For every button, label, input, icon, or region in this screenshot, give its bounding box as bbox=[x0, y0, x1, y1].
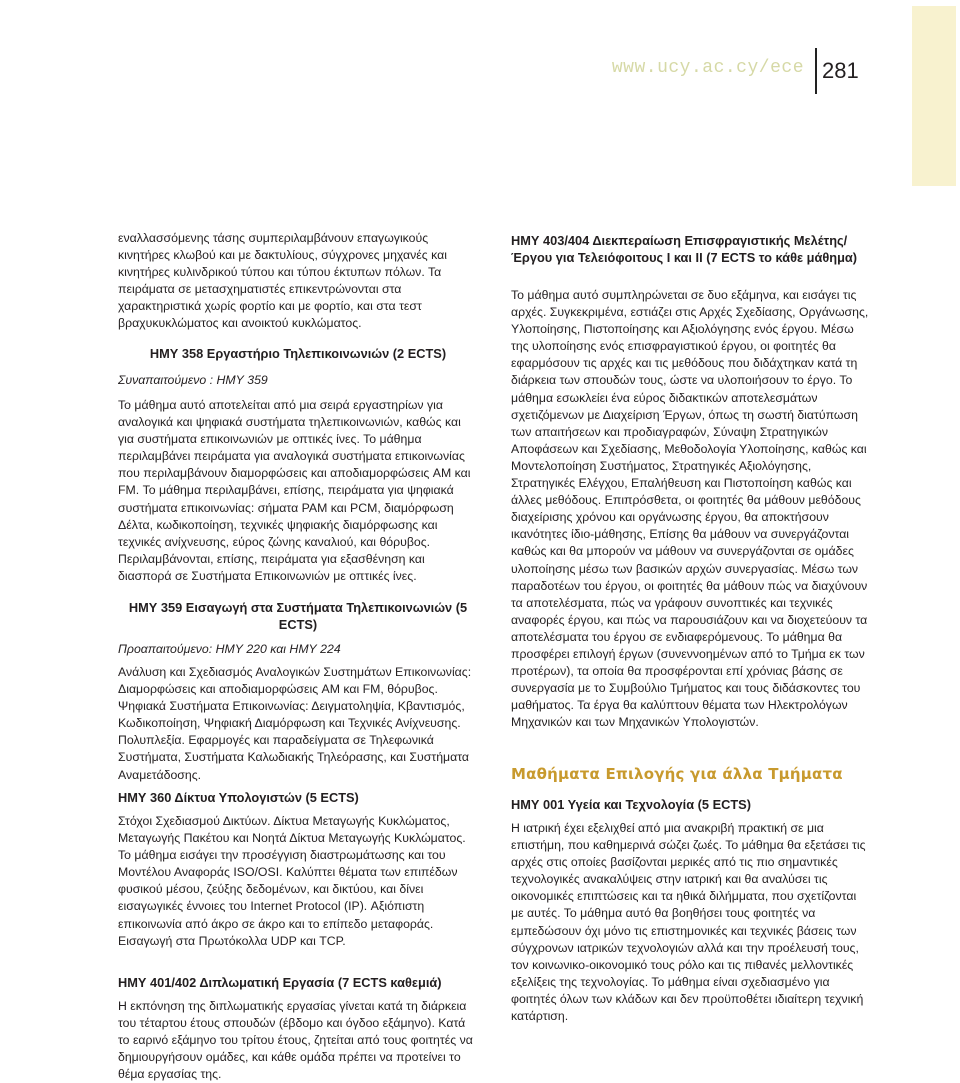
course-360-title: ΗΜΥ 360 Δίκτυα Υπολογιστών (5 ECTS) bbox=[118, 790, 359, 805]
website-url: www.ucy.ac.cy/ece bbox=[611, 58, 804, 78]
course-001-title: ΗΜΥ 001 Υγεία και Τεχνολογία (5 ECTS) bbox=[511, 797, 751, 812]
course-358-description: Το μάθημα αυτό αποτελείται από μια σειρά εργαστηρίων για αναλογικά και ψηφιακά συστήματα τηλεπικοινωνιών, καθώς και για συστήματα επικοινωνιών με οπτικές ίνες. Το μάθημα περιλαμβάνει πειράματα για αναλογικά συστήματα επικοινωνίας που περιλαμβάνουν διαμορφώσεις και αποδιαμορφώσεις AM και FM. Το μάθημα περιλαμβάνει, επίσης, πειράματα για ψηφιακά συστήματα επικοινωνίας: σήματα PAM και PCM, διαμόρφωση Δέλτα, κωδικοποίηση, τεχνικές ψηφιακής διαμόρφωσης και τεχνικές ανίχνευσης, εύρος ζώνης καναλιού, και θόρυβος. Περιλαμβάνονται, επίσης, πειράματα για εξασθένηση και διασπορά σε Συστήματα Επικοινωνιών με οπτικές ίνες. bbox=[118, 398, 471, 583]
course-401-title: ΗΜΥ 401/402 Διπλωματική Εργασία (7 ECTS καθεμιά) bbox=[118, 975, 442, 990]
course-403-description: Το μάθημα αυτό συμπληρώνεται σε δυο εξάμηνα, και εισάγει τις αρχές. Συγκεκριμένα, εστιάζει στις Αρχές Σχεδίασης, Οργάνωσης, Υλοποίησης, Πιστοποίησης και Αξιολόγησης ενός έργου. Μέσω της υλοποίησης ενός επισφραγιστικού έργου, οι φοιτητές θα εφαρμόσουν τις αρχές και τις μεθόδους που διδάχτηκαν κατά τη διάρκεια των σπουδών τους, ώστε να υλοποιήσουν το έργο. Το μάθημα εσωκλείει ένα εύρος διδακτικών αποτελεσμάτων σχετιζόμενων με Διαχείριση Έργων, όπως τη σωστή διατύπωση των απαιτήσεων και προδιαγραφών, Σύναψη Στρατηγικών Αποφάσεων και Σχεδίασης, Μεθοδολογία Υλοποίησης, καθώς και Μοντελοποίηση Συστήματος, Στρατηγικές Αξιολόγησης, Στρατηγικές Ελέγχου, Επαλήθευση και Πιστοποίηση καθώς και άλλες μεθόδους. Επιπρόσθετα, οι φοιτητές θα μάθουν μεθόδους διαχείρισης χρόνου και οργάνωσης έργου, θα αποκτήσουν ικανότητες ίδιο-μάθησης, Επίσης θα μάθουν να συνεργάζονται καθώς και θα μπορούν να μάθουν να συνεργάζονται σε ομάδες υλοποίησης μέσω των βασικών αρχών συνεργασίας. Μέσω των παραδοτέων του έργου, οι φοιτητές θα μάθουν πώς να διαχύνουν τα αποτελέσματα, πώς να γράφουν συνοπτικές και τεχνικές αναφορές έργου, και πώς να παρουσιάζουν και να διοχετεύουν τα αποτελέσματα του έργου σε ενδιαφερόμενους. Το μάθημα θα προσφέρει επιλογή έργων (συνεννοημένων από το Τμήμα εκ των προτέρων), τα οποία θα προσφέρονται επί χρόνιας βάσης σε συνεργασία με το Συμβούλιο Τμήματος και τους διδάσκοντες του μαθήματος. Τα έργα θα καλύπτουν θέματα των Ηλεκτρολόγων Μηχανικών και των Μηχανικών Υπολογιστών. bbox=[511, 288, 869, 730]
course-360-description: Στόχοι Σχεδιασμού Δικτύων. Δίκτυα Μεταγωγής Κυκλώματος, Μεταγωγής Πακέτου και Νοητά Δίκτυα Μεταγωγής Κυκλώματος. Το μάθημα εισάγει την προσέγγιση διαστρωμάτωσης και του Μοντέλου Αναφοράς ISO/OSI. Καλύπτει θέματα των επιπέδων φυσικού μέσου, ζεύξης δεδομένων, και δικτύου, και δίνει εισαγωγικές έννοιες του Internet Protocol (IP). Αξιόπιστη επικοινωνία από άκρο σε άκρο και το επίπεδο μεταφοράς. Εισαγωγή στα Πρωτόκολλα UDP και TCP. bbox=[118, 814, 466, 948]
elective-courses-section-title: Μαθήματα Επιλογής για άλλα Τμήματα bbox=[511, 765, 843, 783]
course-359-title: ΗΜΥ 359 Εισαγωγή στα Συστήματα Τηλεπικοινωνιών (5 ECTS) bbox=[128, 600, 468, 632]
course-358-title: ΗΜΥ 358 Εργαστήριο Τηλεπικοινωνιών (2 ECTS) bbox=[149, 346, 447, 361]
course-403-title: ΗΜΥ 403/404 Διεκπεραίωση Επισφραγιστικής Μελέτης/Έργου για Τελειόφοιτους Ι και ΙΙ (7 ECTS το κάθε μάθημα) bbox=[511, 233, 858, 265]
side-color-band bbox=[912, 6, 956, 186]
course-001-description: Η ιατρική έχει εξελιχθεί από μια ανακριβή πρακτική σε μια επιστήμη, που καθημερινά σώζει ζωές. Το μάθημα θα εξετάσει τις αρχές στις οποίες βασίζονται μερικές από τις πιο σημαντικές τεχνολογικές ανακαλύψεις στην ιατρική και θα αναλύσει τις οικονομικές επιπτώσεις και τα ηθικά διλήμματα, που σχετίζονται με αυτές. Το μάθημα αυτό θα βοηθήσει τους φοιτητές να εμπεδώσουν όχι μόνο τις επιστημονικές και τεχνικές βάσεις των σύγχρονων ιατρικών τεχνολογιών αλλά και την προέλευσή τους, τον κοινωνικο-οικονομικό τους ρόλο και τις πιθανές μελλοντικές εξελίξεις της τεχνολογίας. Το μάθημα είναι σχεδιασμένο για φοιτητές όλων των κλάδων και δεν προϋποθέτει ιδιαίτερη τεχνική κατάρτιση. bbox=[511, 821, 866, 1024]
page-number: 281 bbox=[822, 58, 859, 83]
course-401-description: Η εκπόνηση της διπλωματικής εργασίας γίνεται κατά τη διάρκεια του τέταρτου έτους σπουδών (έβδομο και όγδοο εξάμηνο). Κατά το εαρινό εξάμηνο του τρίτου έτους, ζητείται από τους φοιτητές να δημιουργήσουν ομάδες, και κάθε ομάδα πρέπει να προτείνει το θέμα εργασίας της. bbox=[118, 999, 473, 1082]
course-359-prereq: Προαπαιτούμενο: ΗΜΥ 220 και ΗΜΥ 224 bbox=[118, 642, 341, 656]
intro-paragraph: εναλλασσόμενης τάσης συμπεριλαμβάνουν επαγωγικούς κινητήρες κλωβού και με δακτυλίους, σύγχρονες μηχανές και κινητήρες κυλινδρικού τύπου και τύπου έκτυπων πόλων. Τα πειράματα σε μετασχηματιστές επικεντρώνονται στα χαρακτηριστικά χωρίς φορτίο και με φορτίο, και στα τεστ βραχυκυκλώματος και ανοικτού κυκλώματος. bbox=[118, 231, 447, 331]
course-358-prereq: Συναπαιτούμενο : ΗΜΥ 359 bbox=[118, 373, 268, 387]
header-divider bbox=[815, 48, 817, 94]
course-359-description: Ανάλυση και Σχεδιασμός Αναλογικών Συστημάτων Επικοινωνίας: Διαμορφώσεις και αποδιαμορφώσεις AM και FM, θόρυβος. Ψηφιακά Συστήματα Επικοινωνίας: Δειγματοληψία, Κβαντισμός, Κωδικοποίηση, Ψηφιακή Διαμόρφωση και Τεχνικές Ανίχνευσης. Πολυπλεξία. Εφαρμογές και παραδείγματα σε Τηλεφωνικά Συστήματα, Συστήματα Καλωδιακής Τηλεόρασης, και Συστήματα Αναμετάδοσης. bbox=[118, 665, 472, 782]
